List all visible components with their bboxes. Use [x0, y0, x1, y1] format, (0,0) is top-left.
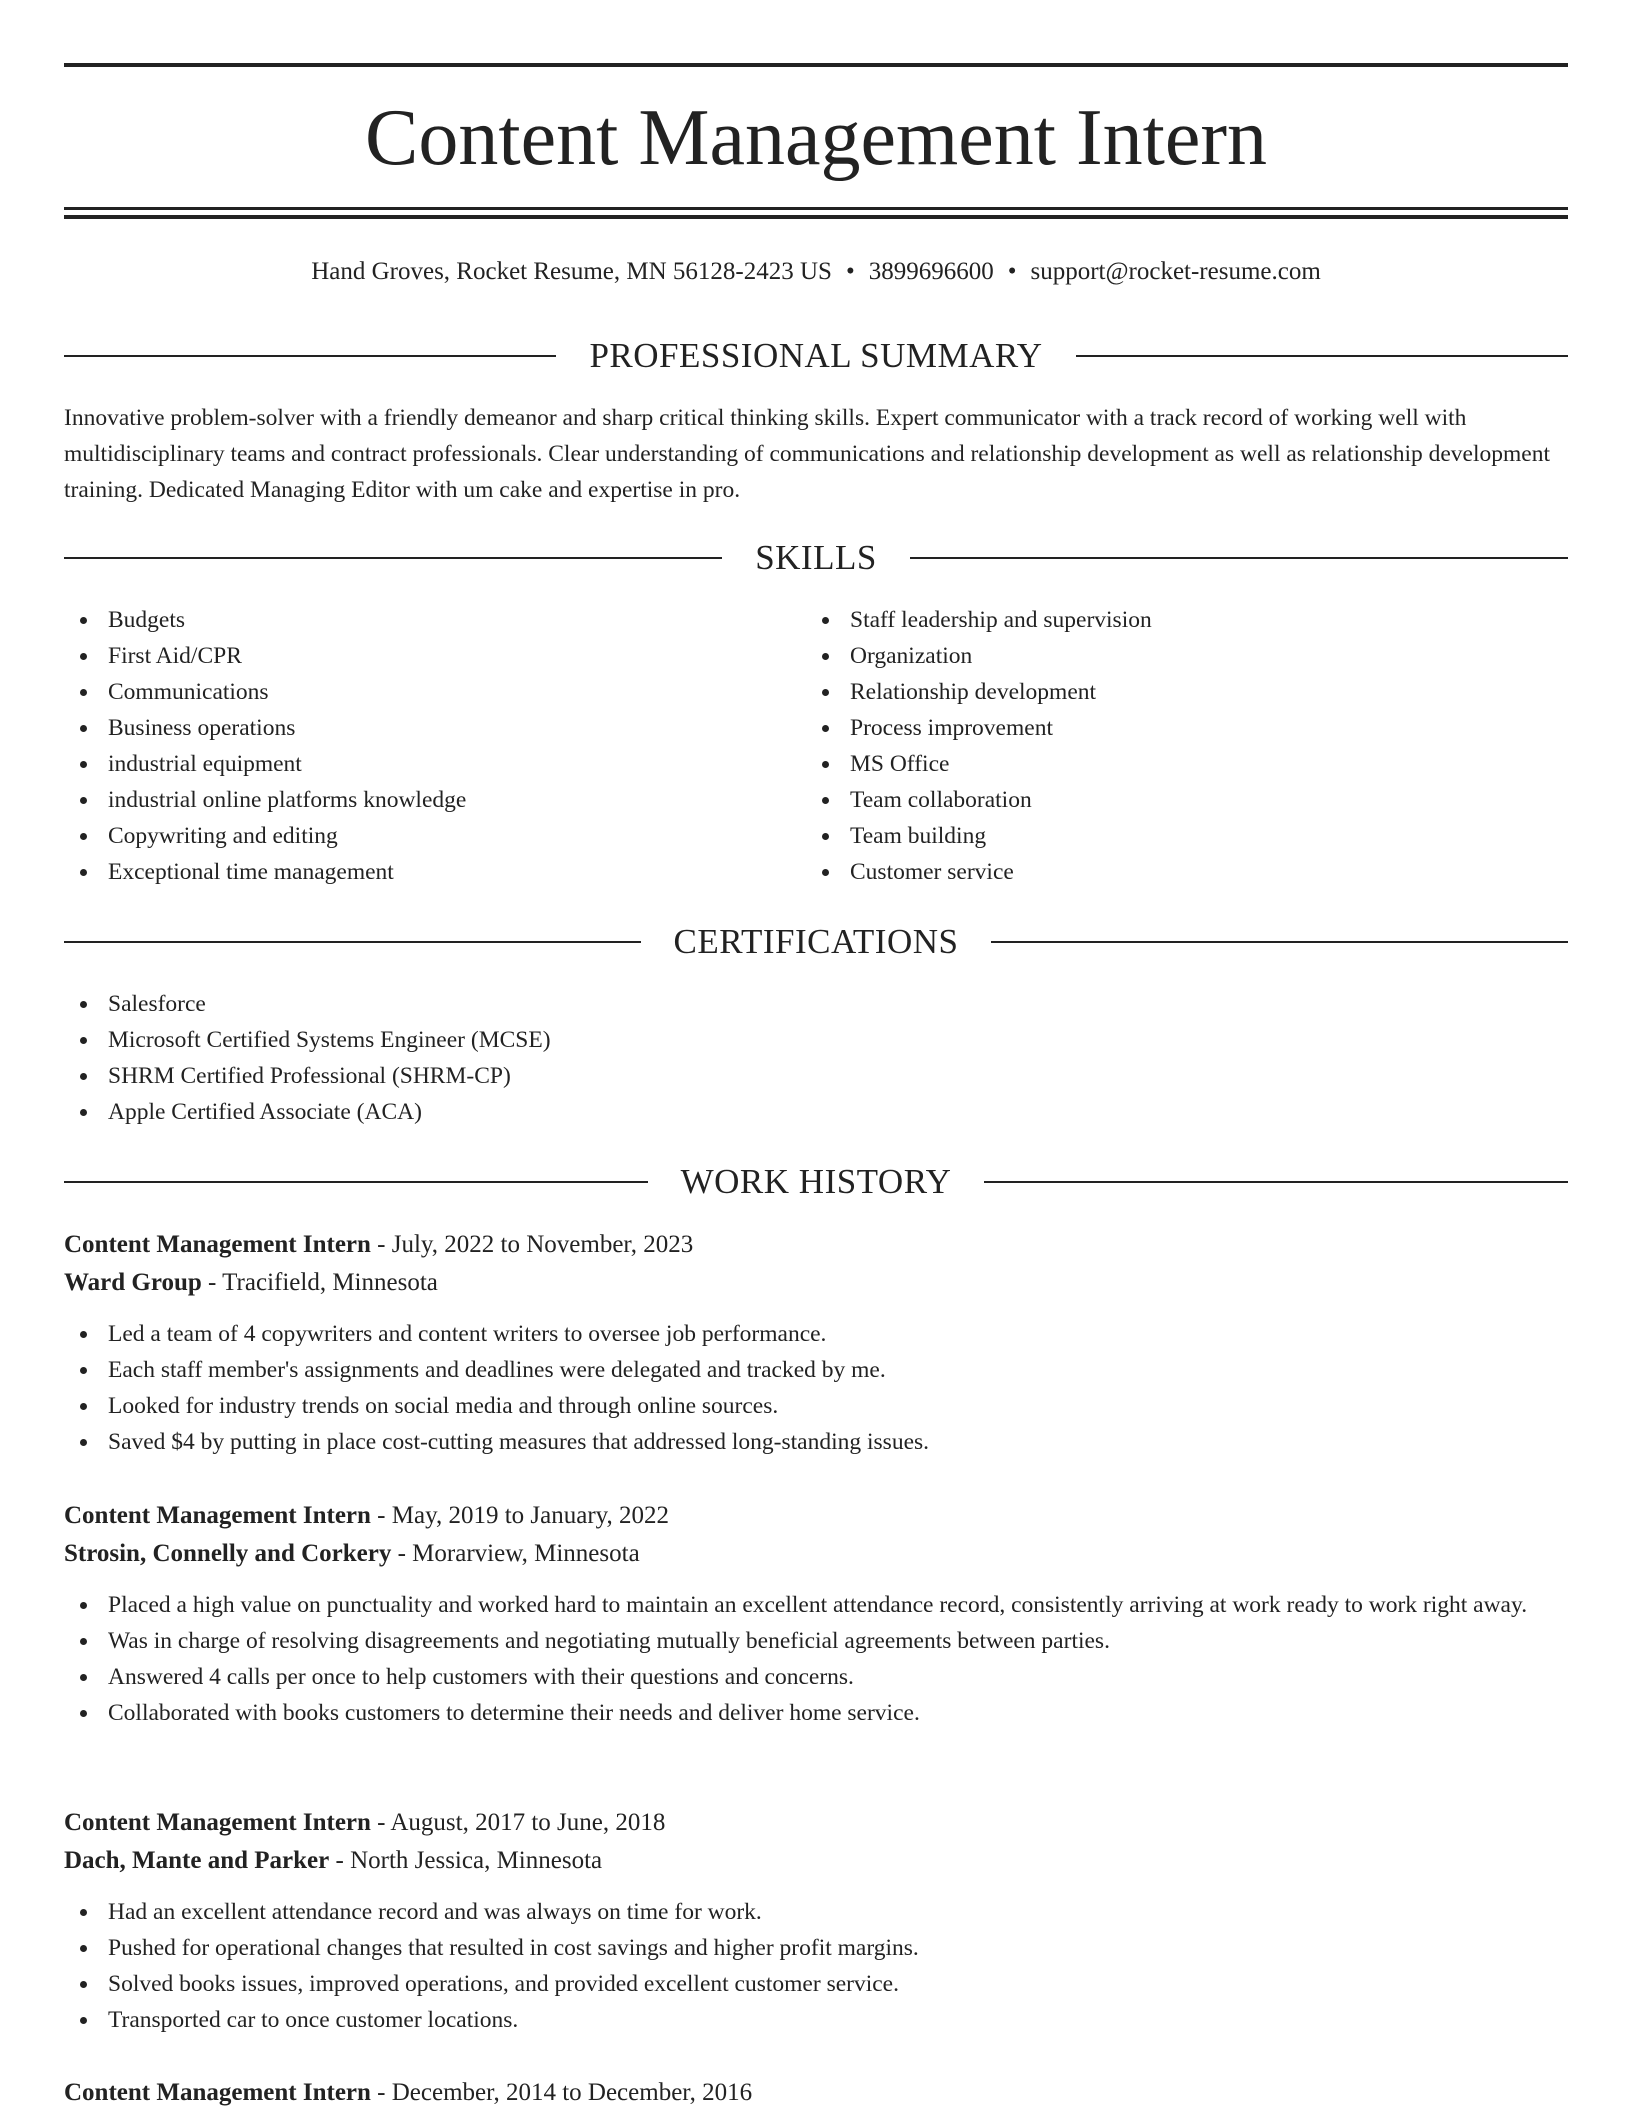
job-bullet: Each staff member's assignments and deadlines were delegated and tracked by me. — [64, 1352, 1568, 1388]
contact-address: Hand Groves, Rocket Resume, MN 56128-2423 US — [311, 258, 832, 285]
job-company-line — [64, 1535, 1568, 1573]
job-dates: - July, 2022 to November, 2023 — [370, 1231, 694, 1258]
section-title: PROFESSIONAL SUMMARY — [589, 336, 1043, 375]
job-dates: - August, 2017 to June, 2018 — [370, 1809, 666, 1836]
summary-text: Innovative problem-solver with a friendly demeanor and sharp critical thinking skills. Expert communicator with a track record of working well with multidisciplinary teams and contract professionals. Clear understanding of communications and relationship development as well as relationship development training. Dedicated Managing Editor with um cake and expertise in pro. — [64, 405, 1550, 503]
skill-item: Staff leadership and supervision — [806, 602, 1566, 638]
skill-item: Relationship development — [806, 674, 1566, 710]
job-entry — [64, 1497, 1568, 1731]
heading-rule-right — [1076, 355, 1568, 357]
job-bullet: Had an excellent attendance record and was always on time for work. — [64, 1894, 1568, 1930]
contact-email: support@rocket-resume.com — [1030, 258, 1321, 285]
job-company: Strosin, Connelly and Corkery — [64, 1540, 392, 1567]
section-title: CERTIFICATIONS — [673, 922, 959, 961]
skill-item: Communications — [64, 674, 804, 710]
skills-list-left — [64, 602, 804, 890]
skill-item: Budgets — [64, 602, 804, 638]
job-bullet: Transported car to once customer locations. — [64, 2002, 1568, 2038]
section-heading-summary — [64, 334, 1568, 378]
job-title: Content Management Intern — [64, 1502, 371, 1529]
skill-item: Organization — [806, 638, 1566, 674]
job-bullet: Placed a high value on punctuality and worked hard to maintain an excellent attendance record, consistently arriving at work ready to work right away. — [64, 1587, 1568, 1623]
section-title: WORK HISTORY — [680, 1162, 952, 1201]
job-bullet: Collaborated with books customers to determine their needs and deliver home service. — [64, 1695, 1568, 1731]
contact-separator: • — [1007, 258, 1017, 285]
heading-rule-right — [910, 557, 1568, 559]
top-rule — [64, 63, 1568, 67]
skill-item: Copywriting and editing — [64, 818, 804, 854]
job-bullets — [64, 1587, 1568, 1731]
heading-rule-right — [991, 941, 1568, 943]
contact-line — [64, 254, 1568, 290]
resume-name: Content Management Intern — [365, 94, 1267, 182]
job-entry — [64, 1804, 1568, 2038]
section-title: SKILLS — [755, 538, 877, 577]
skill-item: Exceptional time management — [64, 854, 804, 890]
heading-rule-right — [984, 1181, 1568, 1183]
heading-rule-left — [64, 941, 641, 943]
job-title: Content Management Intern — [64, 2079, 371, 2106]
job-bullet: Solved books issues, improved operations, and provided excellent customer service. — [64, 1966, 1568, 2002]
job-bullets — [64, 1316, 1568, 1460]
skill-item: MS Office — [806, 746, 1566, 782]
skill-item: industrial equipment — [64, 746, 804, 782]
section-heading-certifications — [64, 920, 1568, 964]
header-rule-lower — [64, 215, 1568, 219]
job-bullet: Led a team of 4 copywriters and content writers to oversee job performance. — [64, 1316, 1568, 1352]
job-title: Content Management Intern — [64, 1231, 371, 1258]
job-bullet: Looked for industry trends on social media and through online sources. — [64, 1388, 1568, 1424]
job-company-line — [64, 1842, 1568, 1880]
job-bullet: Answered 4 calls per once to help customers with their questions and concerns. — [64, 1659, 1568, 1695]
certification-item: SHRM Certified Professional (SHRM-CP) — [64, 1058, 1568, 1094]
job-dates: - May, 2019 to January, 2022 — [370, 1502, 670, 1529]
job-title: Content Management Intern — [64, 1809, 371, 1836]
job-company: Ward Group — [64, 1269, 202, 1296]
job-company: Dach, Mante and Parker — [64, 1847, 330, 1874]
job-title-line — [64, 1497, 1568, 1535]
certification-item: Apple Certified Associate (ACA) — [64, 1094, 1568, 1130]
job-bullet: Was in charge of resolving disagreements and negotiating mutually beneficial agreements between parties. — [64, 1623, 1568, 1659]
certification-item: Microsoft Certified Systems Engineer (MCSE) — [64, 1022, 1568, 1058]
skill-item: Team building — [806, 818, 1566, 854]
job-bullets — [64, 1894, 1568, 2038]
job-location: - Morarview, Minnesota — [391, 1540, 640, 1567]
header-rule-upper — [64, 207, 1568, 210]
skill-item: industrial online platforms knowledge — [64, 782, 804, 818]
job-bullet: Pushed for operational changes that resulted in cost savings and higher profit margins. — [64, 1930, 1568, 1966]
certifications-list — [64, 986, 1568, 1130]
skill-item: Team collaboration — [806, 782, 1566, 818]
job-location: - Tracifield, Minnesota — [201, 1269, 438, 1296]
job-bullet: Saved $4 by putting in place cost-cutting measures that addressed long-standing issues. — [64, 1424, 1568, 1460]
contact-phone: 3899696600 — [868, 258, 994, 285]
contact-separator: • — [845, 258, 855, 285]
job-title-line — [64, 1804, 1568, 1842]
job-dates: - December, 2014 to December, 2016 — [370, 2079, 753, 2106]
skill-item: First Aid/CPR — [64, 638, 804, 674]
skills-list-right — [806, 602, 1566, 890]
skill-item: Business operations — [64, 710, 804, 746]
skill-item: Customer service — [806, 854, 1566, 890]
job-title-line — [64, 2074, 1568, 2112]
job-company-line — [64, 1264, 1568, 1302]
skill-item: Process improvement — [806, 710, 1566, 746]
section-heading-work-history — [64, 1160, 1568, 1204]
certification-item: Salesforce — [64, 986, 1568, 1022]
heading-rule-left — [64, 1181, 648, 1183]
job-entry — [64, 2074, 1568, 2112]
heading-rule-left — [64, 557, 722, 559]
section-heading-skills — [64, 536, 1568, 580]
job-entry — [64, 1226, 1568, 1460]
job-title-line — [64, 1226, 1568, 1264]
job-location: - North Jessica, Minnesota — [329, 1847, 603, 1874]
heading-rule-left — [64, 355, 556, 357]
